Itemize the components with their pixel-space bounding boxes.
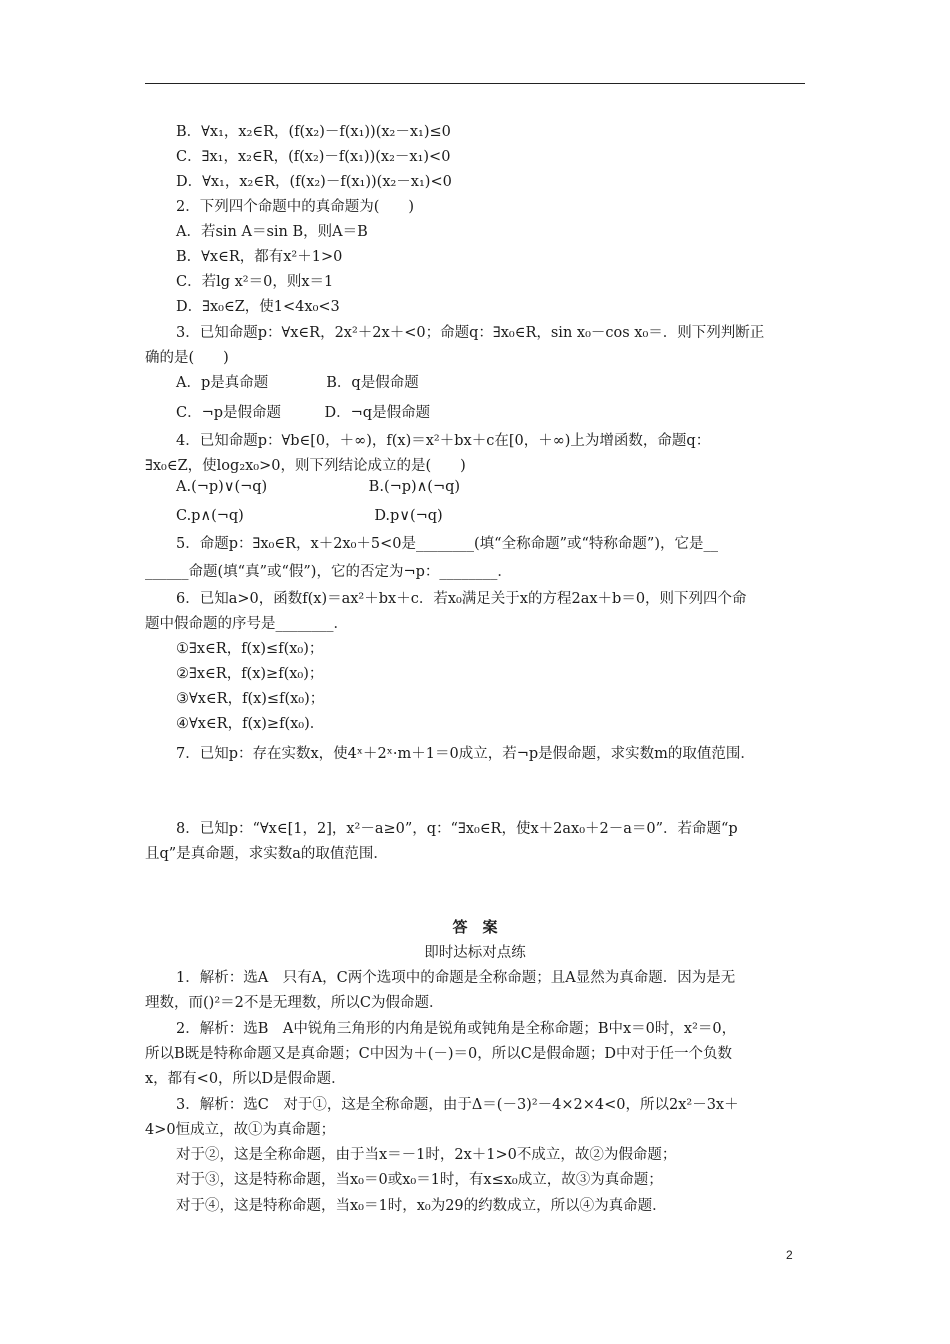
text-line: 对于④，这是特称命题，当x₀＝1时，x₀为29的约数成立，所以④为真命题． [176, 1198, 667, 1214]
text-line: ③∀x∈R，f(x)≤f(x₀)； [176, 691, 325, 707]
text-line: 答 案 [452, 918, 498, 936]
text-line: D．∃x₀∈Z，使1<4x₀<3 [176, 299, 340, 315]
text-line: 7．已知p：存在实数x，使4ˣ＋2ˣ·m＋1＝0成立，若¬p是假命题，求实数m的取值范围． [176, 746, 755, 762]
text-line: C．若lg x²＝0，则x＝1 [176, 274, 334, 290]
text-line: 1．解析：选A 只有A，C两个选项中的命题是全称命题；且A显然为真命题．因为是无 [176, 970, 736, 986]
text-line: 2．解析：选B A中锐角三角形的内角是锐角或钝角是全称命题；B中x＝0时，x²＝0， [176, 1021, 737, 1037]
text-line: 题中假命题的序号是________． [145, 616, 348, 632]
text-line: 对于②，这是全称命题，由于当x＝－1时，2x＋1>0不成立，故②为假命题； [176, 1147, 677, 1163]
page-number: 2 [786, 1248, 793, 1262]
text-line: 对于③，这是特称命题，当x₀＝0或x₀＝1时，有x≤x₀成立，故③为真命题； [176, 1172, 663, 1188]
text-line: ∃x₀∈Z，使log₂x₀>0，则下列结论成立的是( ) [145, 458, 466, 474]
text-line: C.p∧(¬q) D.p∨(¬q) [176, 508, 443, 524]
text-line: A.(¬p)∨(¬q) B.(¬p)∧(¬q) [176, 479, 461, 495]
header-rule [145, 83, 805, 84]
text-line: 8．已知p：“∀x∈[1，2]，x²－a≥0”，q：“∃x₀∈R，使x＋2ax₀＋2－a＝0”．若命题“p [176, 821, 738, 837]
text-line: ______命题(填“真”或“假”)，它的否定为¬p：________． [145, 564, 512, 580]
text-line: 3．解析：选C 对于①，这是全称命题，由于Δ＝(－3)²－4×2×4<0，所以2x²－3x＋ [176, 1097, 739, 1113]
text-line: B．∀x₁，x₂∈R，(f(x₂)－f(x₁))(x₂－x₁)≤0 [176, 124, 451, 140]
text-line: 所以B既是特称命题又是真命题；C中因为＋(－)＝0，所以C是假命题；D中对于任一个负数 [145, 1046, 733, 1062]
text-line: x，都有<0，所以D是假命题． [145, 1071, 346, 1087]
text-line: B．∀x∈R，都有x²＋1>0 [176, 249, 343, 265]
text-line: 5．命题p：∃x₀∈R，x＋2x₀＋5<0是________(填“全称命题”或“特称命题”)，它是__ [176, 536, 718, 552]
text-line: C．¬p是假命题 D．¬q是假命题 [176, 405, 431, 421]
text-line: 3．已知命题p：∀x∈R，2x²＋2x＋<0；命题q：∃x₀∈R，sin x₀－cos x₀＝．则下列判断正 [176, 325, 765, 341]
text-line: 确的是( ) [145, 350, 229, 366]
text-line: D．∀x₁，x₂∈R，(f(x₂)－f(x₁))(x₂－x₁)<0 [176, 174, 452, 190]
text-line: 且q”是真命题，求实数a的取值范围． [145, 846, 388, 862]
text-line: 即时达标对点练 [424, 945, 526, 961]
text-line: ②∃x∈R，f(x)≥f(x₀)； [176, 666, 324, 682]
text-line: 4．已知命题p：∀b∈[0，＋∞)，f(x)＝x²＋bx＋c在[0，＋∞)上为增函数，命题q： [176, 433, 711, 449]
text-line: ①∃x∈R，f(x)≤f(x₀)； [176, 641, 324, 657]
text-line: 4>0恒成立，故①为真命题； [145, 1122, 336, 1138]
text-line: A．若sin A＝sin B，则A＝B [176, 224, 368, 240]
text-line: 6．已知a>0，函数f(x)＝ax²＋bx＋c．若x₀满足关于x的方程2ax＋b＝0，则下列四个命 [176, 591, 747, 607]
text-line: 理数，而()²＝2不是无理数，所以C为假命题． [145, 995, 444, 1011]
text-line: A．p是真命题 B．q是假命题 [176, 375, 419, 391]
text-line: 2．下列四个命题中的真命题为( ) [176, 199, 415, 215]
text-line: C．∃x₁，x₂∈R，(f(x₂)－f(x₁))(x₂－x₁)<0 [176, 149, 451, 165]
text-line: ④∀x∈R，f(x)≥f(x₀)． [176, 716, 325, 732]
